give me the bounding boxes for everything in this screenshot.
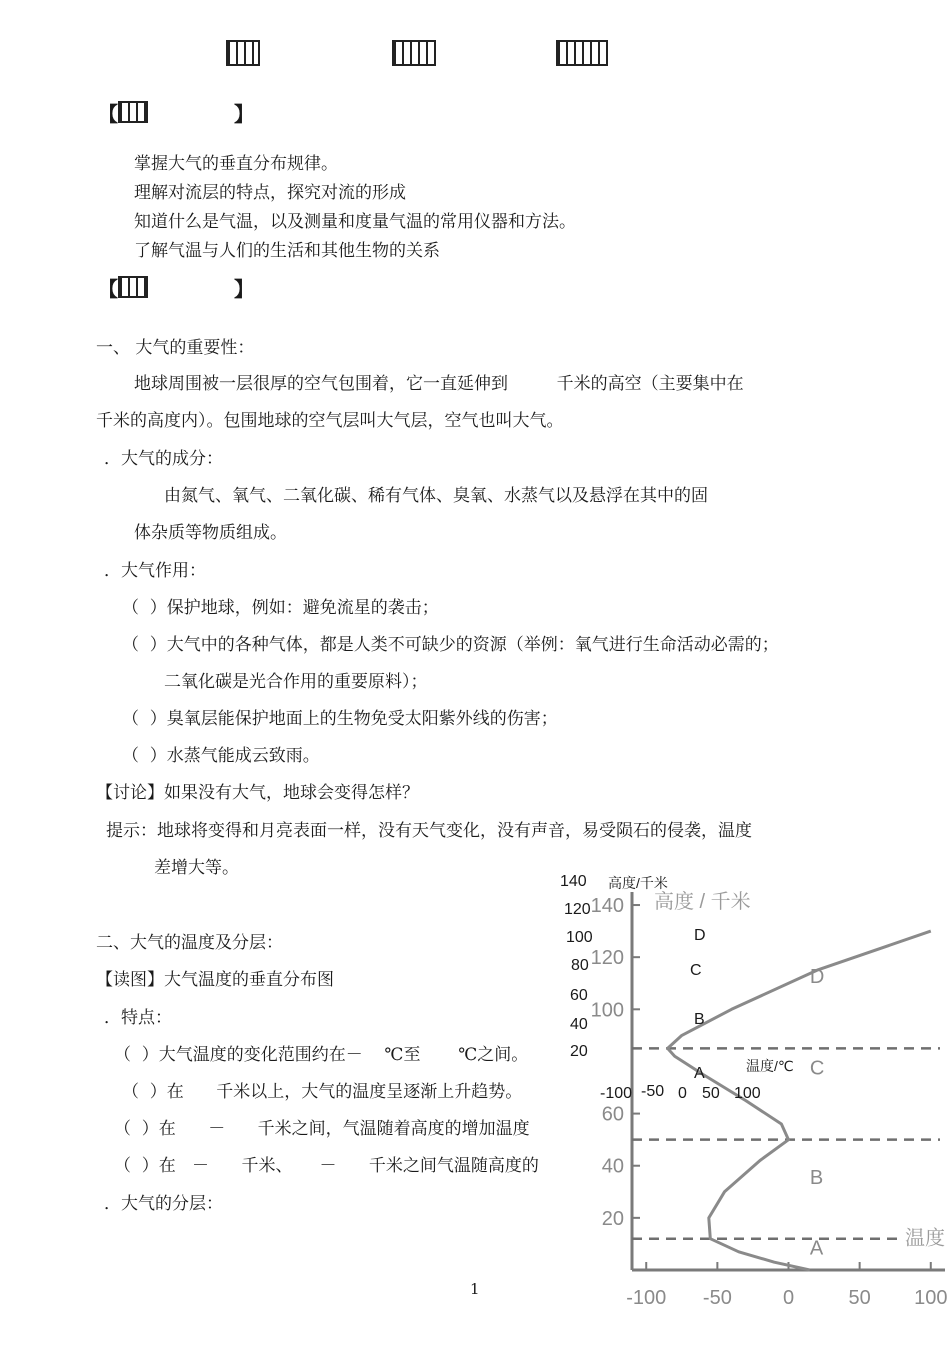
layer-label: B xyxy=(809,1166,824,1189)
x-tick-label: 0 xyxy=(782,1287,795,1309)
header-glyph xyxy=(118,276,148,298)
function-4: （ ）水蒸气能成云致雨。 xyxy=(122,746,320,766)
composition-line1: 由氮气、氧气、二氧化碳、稀有气体、臭氧、水蒸气以及悬浮在其中的固 xyxy=(164,486,708,506)
objective-1: 掌握大气的垂直分布规律。 xyxy=(134,154,338,174)
function-1: （ ）保护地球，例如：避免流星的袭击； xyxy=(122,598,439,618)
overlay-x-tick-neg100: -100 xyxy=(600,1085,633,1102)
title-glyph-2 xyxy=(392,40,436,66)
y-tick-label: 120 xyxy=(590,947,624,970)
title-block-3 xyxy=(556,40,608,70)
x-tick-label: 100 xyxy=(914,1287,948,1309)
layer-label: C xyxy=(809,1057,825,1080)
overlay-x-tick-50: 50 xyxy=(702,1085,720,1102)
hint-line2: 差增大等。 xyxy=(154,858,239,878)
title-block xyxy=(226,40,260,70)
y-tick-label: 20 xyxy=(601,1207,624,1230)
feature-1: （ ）大气温度的变化范围约在－ ℃至 ℃之间。 xyxy=(114,1045,529,1065)
overlay-layer-a: A xyxy=(694,1065,705,1082)
layer-label: A xyxy=(809,1237,824,1260)
overlay-layer-c: C xyxy=(690,962,702,979)
y-tick-label: 40 xyxy=(601,1155,624,1178)
bracket-left: 【 xyxy=(98,277,118,301)
overlay-y-tick-120: 120 xyxy=(564,901,591,918)
section2-heading: 二、大气的温度及分层： xyxy=(96,933,283,953)
section-header-content xyxy=(98,273,254,302)
y-tick-label: 140 xyxy=(590,895,624,918)
overlay-x-tick-neg50: -50 xyxy=(641,1083,665,1100)
x-tick-label: -50 xyxy=(702,1287,732,1309)
overlay-y-tick-20: 20 xyxy=(570,1043,588,1060)
title-glyph-1 xyxy=(226,40,260,66)
read-figure: 【读图】大气温度的垂直分布图 xyxy=(96,970,334,990)
overlay-layer-b: B xyxy=(694,1011,705,1028)
feature-3: （ ）在 － 千米之间，气温随着高度的增加温度 xyxy=(114,1119,530,1139)
section1-heading: 一、 大气的重要性： xyxy=(96,338,255,358)
hint-line1: 提示：地球将变得和月亮表面一样，没有天气变化，没有声音，易受陨石的侵袭，温度 xyxy=(106,821,752,841)
section-header-objectives xyxy=(98,98,254,127)
title-glyph-3 xyxy=(556,40,608,66)
overlay-y-tick-40: 40 xyxy=(570,1016,588,1033)
section1-intro-line1: 地球周围被一层很厚的空气包围着，它一直延伸到 千米的高空（主要集中在 xyxy=(134,374,744,394)
overlay-x-tick-100: 100 xyxy=(734,1085,761,1102)
feature-2: （ ）在 千米以上，大气的温度呈逐渐上升趋势。 xyxy=(122,1082,523,1102)
x-axis-title: 温度 xyxy=(905,1227,945,1250)
y-axis-title: 高度 / 千米 xyxy=(654,891,751,913)
function-heading: ．大气作用： xyxy=(104,561,206,581)
overlay-x-axis-label: 温度/℃ xyxy=(746,1058,794,1074)
composition-heading: ．大气的成分： xyxy=(104,449,223,469)
x-tick-label: 50 xyxy=(848,1287,871,1309)
bracket-right: 】 xyxy=(234,102,254,126)
y-tick-label: 100 xyxy=(590,999,624,1022)
layers-heading: ．大气的分层： xyxy=(104,1194,223,1214)
function-2: （ ）大气中的各种气体，都是人类不可缺少的资源（举例：氧气进行生命活动必需的； xyxy=(122,635,779,655)
layer-label: D xyxy=(809,966,825,989)
x-tick-label: -100 xyxy=(626,1287,667,1309)
feature-4: （ ）在 － 千米、 － 千米之间气温随高度的 xyxy=(114,1156,539,1176)
header-glyph xyxy=(118,101,148,123)
overlay-x-tick-0: 0 xyxy=(678,1085,687,1102)
composition-line2: 体杂质等物质组成。 xyxy=(134,523,287,543)
page-number: 1 xyxy=(470,1280,480,1298)
title-block-2 xyxy=(392,40,436,70)
objective-2: 理解对流层的特点，探究对流的形成 xyxy=(134,183,406,203)
bracket-right: 】 xyxy=(234,277,254,301)
overlay-layer-d: D xyxy=(694,927,706,944)
function-3: （ ）臭氧层能保护地面上的生物免受太阳紫外线的伤害； xyxy=(122,709,558,729)
overlay-y-tick-80: 80 xyxy=(571,957,589,974)
overlay-y-axis-label: 高度/千米 xyxy=(608,875,668,891)
overlay-y-tick-60: 60 xyxy=(570,987,588,1004)
objective-4: 了解气温与人们的生活和其他生物的关系 xyxy=(134,241,440,261)
bracket-left: 【 xyxy=(98,102,118,126)
function-2-cont: 二氧化碳是光合作用的重要原料）； xyxy=(164,672,428,692)
objective-3: 知道什么是气温，以及测量和度量气温的常用仪器和方法。 xyxy=(134,212,576,232)
discussion: 【讨论】如果没有大气，地球会变得怎样？ xyxy=(96,783,419,803)
features-heading: ．特点： xyxy=(104,1008,172,1028)
y-tick-label: 60 xyxy=(601,1103,624,1126)
overlay-y-tick-100: 100 xyxy=(566,929,593,946)
section1-intro-line2: 千米的高度内）。包围地球的空气层叫大气层，空气也叫大气。 xyxy=(96,411,564,431)
overlay-y-tick-140: 140 xyxy=(560,873,587,890)
